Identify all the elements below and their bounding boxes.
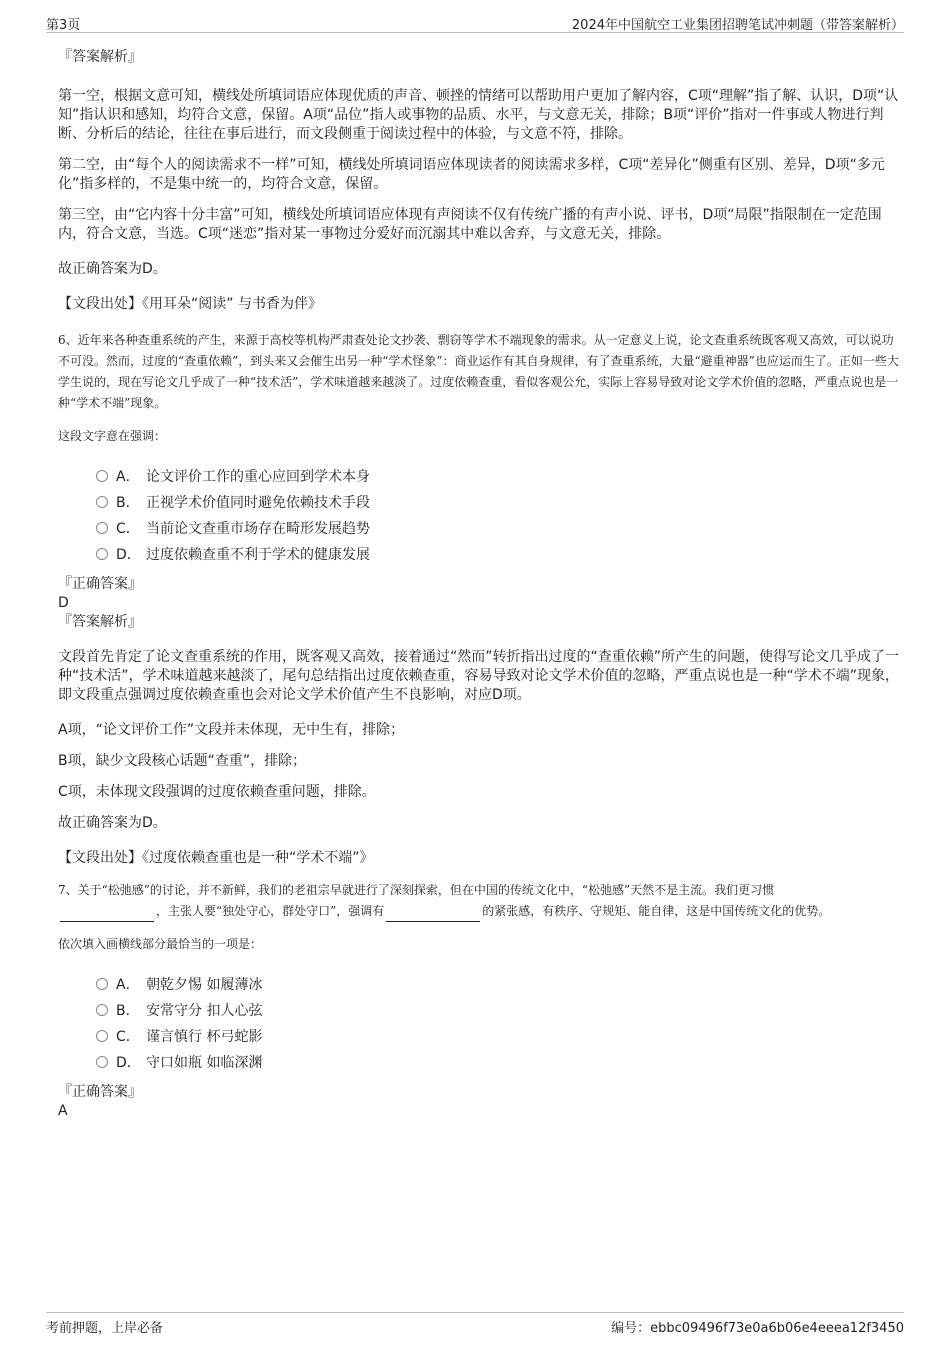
analysis-option-b: B项，缺少文段核心话题“查重”，排除；: [58, 753, 307, 769]
fill-blank-1: [60, 909, 154, 922]
option-text: 朝乾夕惕 如履薄冰: [146, 977, 263, 993]
page-content: [58, 48, 900, 1121]
option-text: 当前论文查重市场存在畸形发展趋势: [146, 521, 370, 537]
source-text: 【文段出处】《用耳朵“阅读” 与书香为伴》: [58, 296, 322, 312]
answer-label: 『正确答案』: [58, 576, 142, 592]
page-footer: [46, 1312, 904, 1335]
option-a[interactable]: [96, 463, 900, 489]
option-text: 安常守分 扣人心弦: [146, 1003, 263, 1019]
option-d[interactable]: [96, 541, 900, 567]
conclusion-text: 故正确答案为D。: [58, 261, 167, 277]
source-text: 【文段出处】《过度依赖查重也是一种“学术不端”》: [58, 850, 374, 866]
page-header: [46, 14, 904, 33]
option-letter: A．: [116, 469, 140, 485]
radio-button[interactable]: [96, 1056, 108, 1068]
analysis-paragraph: 第三空，由“它内容十分丰富”可知，横线处所填词语应体现有声阅读不仅有传统广播的有声小说、评书，D项“局限”指限制在一定范围内，符合文意，当选。C项“迷恋”指对某一事物过分爱好而沉溺其中难以舍弃，与文意无关，排除。: [58, 207, 882, 242]
analysis-option-a: A项，“论文评价工作”文段并未体现，无中生有，排除；: [58, 722, 405, 738]
radio-button[interactable]: [96, 522, 108, 534]
radio-button[interactable]: [96, 1004, 108, 1016]
option-c[interactable]: [96, 515, 900, 541]
option-letter: C．: [116, 1029, 140, 1045]
option-b[interactable]: [96, 997, 900, 1023]
answer-value: A: [58, 1103, 68, 1119]
document-code: 编号：ebbc09496f73e0a6b06e4eeea12f3450: [611, 1321, 904, 1336]
radio-button[interactable]: [96, 978, 108, 990]
options-list: [96, 463, 900, 567]
option-text: 谨言慎行 杯弓蛇影: [146, 1029, 263, 1045]
option-d[interactable]: [96, 1049, 900, 1075]
option-letter: B．: [116, 495, 140, 511]
option-b[interactable]: [96, 489, 900, 515]
radio-button[interactable]: [96, 496, 108, 508]
option-letter: C．: [116, 521, 140, 537]
option-letter: D．: [116, 547, 141, 563]
conclusion-text: 故正确答案为D。: [58, 815, 167, 831]
option-a[interactable]: [96, 971, 900, 997]
fill-blank-2: [386, 909, 480, 922]
question-stem: [58, 880, 900, 922]
answer-value: D: [58, 595, 69, 611]
options-list: [96, 971, 900, 1075]
document-title: 2024年中国航空工业集团招聘笔试冲刺题（带答案解析）: [571, 18, 904, 33]
option-text: 过度依赖查重不利于学术的健康发展: [146, 547, 370, 563]
analysis-label: 『答案解析』: [58, 614, 142, 630]
radio-button[interactable]: [96, 548, 108, 560]
question-7: [58, 880, 900, 1121]
analysis-paragraph: 文段首先肯定了论文查重系统的作用，既客观又高效，接着通过“然而”转折指出过度的“查重依赖”所产生的问题，使得写论文几乎成了一种“技术活”，学术味道越来越淡了，尾句总结指出过度依赖查重，容易导致对论文学术价值的忽略，严重点说也是一种“学术不端”现象，即文段重点强调过度依赖查重也会对论文学术价值产生不良影响，对应D项。: [58, 649, 900, 703]
option-text: 论文评价工作的重心应回到学术本身: [146, 469, 370, 485]
option-letter: A．: [116, 977, 140, 993]
answer-label: 『正确答案』: [58, 1084, 142, 1100]
question-6: [58, 330, 900, 868]
option-text: 守口如瓶 如临深渊: [146, 1055, 263, 1071]
option-text: 正视学术价值同时避免依赖技术手段: [146, 495, 370, 511]
analysis-label: 『答案解析』: [58, 49, 142, 65]
stem-part-2: ，主张人要“独处守心，群处守口”，强调有: [156, 904, 385, 918]
question-prompt: 依次填入画横线部分最恰当的一项是：: [58, 937, 263, 951]
question-prompt: 这段文字意在强调：: [58, 429, 167, 443]
option-c[interactable]: [96, 1023, 900, 1049]
question-stem: 6、近年来各种查重系统的产生，来源于高校等机构严肃查处论文抄袭、剽窃等学术不端现象的需求。从一定意义上说，论文查重系统既客观又高效，可以说功不可没。然而，过度的“查重依赖”，到头来又会催生出另一种“学术怪象”：商业运作有其自身规律，有了查重系统，大量“避重神器”也应运而生了。正如一些大学生说的，现在写论文几乎成了一种“技术活”，学术味道越来越淡了。过度依赖查重，看似客观公允，实际上容易导致对论文学术价值的忽略，严重点说也是一种“学术不端”现象。: [58, 333, 899, 410]
option-letter: B．: [116, 1003, 140, 1019]
analysis-option-c: C项，未体现文段强调的过度依赖查重问题，排除。: [58, 784, 376, 800]
stem-part-3: 的紧张感，有秩序、守规矩、能自律，这是中国传统文化的优势。: [482, 904, 831, 918]
analysis-paragraph: 第一空，根据文意可知，横线处所填词语应体现优质的声音、顿挫的情绪可以帮助用户更加了解内容，C项“理解”指了解、认识，D项“认知”指认识和感知，均符合文意，保留。A项“品位”指人或事物的品质、水平，与文意无关，排除；B项“评价”指对一件事或人物进行判断、分析后的结论，往往在事后进行，而文段侧重于阅读过程中的体验，与文意不符，排除。: [58, 88, 899, 142]
analysis-paragraph: 第二空，由“每个人的阅读需求不一样”可知，横线处所填词语应体现读者的阅读需求多样，C项“差异化”侧重有区别、差异，D项“多元化”指多样的，不是集中统一的，均符合文意，保留。: [58, 157, 885, 192]
option-letter: D．: [116, 1055, 141, 1071]
radio-button[interactable]: [96, 470, 108, 482]
page-number: 第3页: [46, 18, 81, 33]
stem-part-1: 7、关于“松弛感”的讨论，并不新鲜，我们的老祖宗早就进行了深刻探索，但在中国的传统文化中，“松弛感”天然不是主流。我们更习惯: [58, 883, 775, 897]
footer-slogan: 考前押题，上岸必备: [46, 1321, 164, 1336]
radio-button[interactable]: [96, 1030, 108, 1042]
